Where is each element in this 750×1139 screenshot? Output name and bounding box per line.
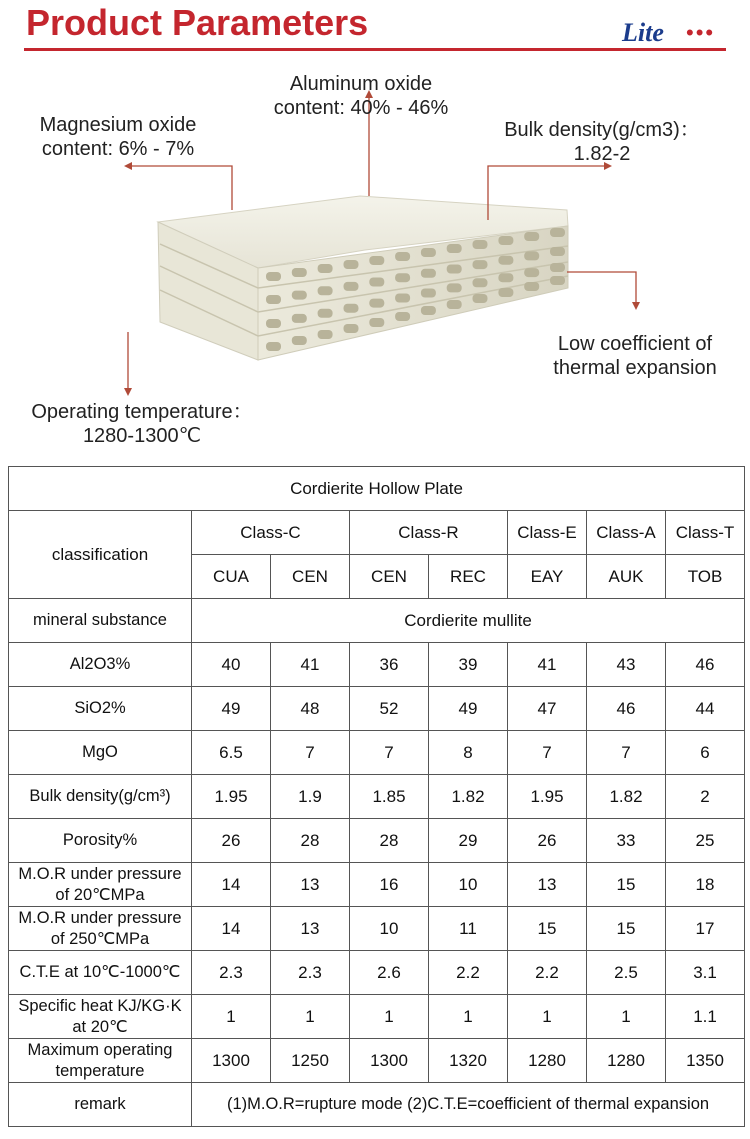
parameters-table: [8, 466, 745, 1127]
product-code: CEN: [350, 555, 429, 599]
plate-hole: [266, 295, 281, 304]
plate-hole: [369, 256, 384, 265]
row-label: [9, 819, 192, 863]
annotation-line: thermal expansion: [553, 357, 717, 379]
table-row: [9, 775, 745, 819]
value-cell: 1320: [429, 1039, 508, 1083]
row-label-line: Al2O3%: [69, 655, 131, 673]
annotation-line: Aluminum oxide: [289, 73, 433, 95]
row-label-line: of 20℃MPa: [55, 885, 145, 904]
value-cell: 13: [271, 907, 350, 951]
plate-hole: [344, 260, 359, 269]
row-label-line: Porosity%: [62, 831, 138, 849]
row-label: [9, 907, 192, 951]
plate-hole: [550, 228, 565, 237]
table-row: [9, 995, 745, 1039]
product-code: REC: [429, 555, 508, 599]
value-cell: 6.5: [192, 731, 271, 775]
value-cell: 18: [666, 863, 745, 907]
plate-hole: [266, 342, 281, 351]
value-cell: 1.1: [666, 995, 745, 1039]
value-cell: 33: [587, 819, 666, 863]
value-cell: 15: [508, 907, 587, 951]
value-cell: 41: [508, 643, 587, 687]
annotation-line: content: 6% - 7%: [41, 138, 195, 160]
annotation-bulk-density: [486, 118, 718, 166]
remark-row: [9, 1083, 745, 1127]
value-cell: 15: [587, 863, 666, 907]
plate-hole: [344, 304, 359, 313]
product-code: AUK: [587, 555, 666, 599]
row-label: [9, 687, 192, 731]
plate-hole: [292, 268, 307, 277]
plate-hole: [344, 324, 359, 333]
value-cell: 46: [587, 687, 666, 731]
row-label: [9, 643, 192, 687]
plate-hole: [524, 282, 539, 291]
value-cell: 1300: [350, 1039, 429, 1083]
remark-label: remark: [9, 1083, 192, 1127]
class-header: Class-A: [587, 511, 666, 555]
annotation-line: Low coefficient of: [557, 333, 713, 355]
value-cell: 11: [429, 907, 508, 951]
page-title: Product Parameters: [26, 2, 369, 43]
annotation-aluminum-oxide: [256, 72, 466, 120]
value-cell: 8: [429, 731, 508, 775]
value-cell: 15: [587, 907, 666, 951]
plate-hole: [473, 278, 488, 287]
class-row: [9, 511, 745, 555]
value-cell: 43: [587, 643, 666, 687]
row-label-line: M.O.R under pressure: [18, 908, 182, 927]
value-cell: 52: [350, 687, 429, 731]
mineral-row: [9, 599, 745, 643]
row-label-line: at 20℃: [72, 1017, 128, 1036]
plate-hole: [318, 264, 333, 273]
value-cell: 1.9: [271, 775, 350, 819]
row-label-line: Maximum operating: [27, 1040, 173, 1059]
plate-hole: [395, 252, 410, 261]
plate-hole: [292, 291, 307, 300]
product-illustration: [0, 60, 750, 460]
value-cell: 28: [271, 819, 350, 863]
plate-hole: [498, 236, 513, 245]
value-cell: 2.3: [271, 951, 350, 995]
value-cell: 44: [666, 687, 745, 731]
row-label-line: SiO2%: [74, 699, 126, 717]
value-cell: 49: [192, 687, 271, 731]
plate-hole: [524, 268, 539, 277]
value-cell: 1250: [271, 1039, 350, 1083]
annotation-line: Magnesium oxide: [39, 114, 197, 136]
table-row: [9, 951, 745, 995]
value-cell: 46: [666, 643, 745, 687]
class-header: Class-C: [192, 511, 350, 555]
row-label-line: of 250℃MPa: [50, 929, 150, 948]
value-cell: 1: [192, 995, 271, 1039]
plate-hole: [292, 336, 307, 345]
plate-hole: [447, 265, 462, 274]
plate-hole: [369, 278, 384, 287]
plate-hole: [344, 282, 359, 291]
mineral-value: Cordierite mullite: [192, 599, 745, 643]
logo-dots: •••: [686, 20, 716, 45]
value-cell: 1: [587, 995, 666, 1039]
plate-hole: [447, 283, 462, 292]
value-cell: 39: [429, 643, 508, 687]
plate-hole: [369, 299, 384, 308]
plate-hole: [369, 318, 384, 327]
plate-hole: [292, 314, 307, 323]
row-label: [9, 951, 192, 995]
plate-hole: [266, 272, 281, 281]
plate-hole: [447, 300, 462, 309]
table-row: [9, 863, 745, 907]
row-label: [9, 863, 192, 907]
value-cell: 2.6: [350, 951, 429, 995]
value-cell: 1.82: [587, 775, 666, 819]
brand-logo: [622, 14, 732, 46]
plate-hole: [524, 232, 539, 241]
value-cell: 7: [587, 731, 666, 775]
value-cell: 2.5: [587, 951, 666, 995]
plate-hole: [421, 269, 436, 278]
value-cell: 2: [666, 775, 745, 819]
annotation-line: content: 40% - 46%: [273, 97, 449, 119]
value-cell: 41: [271, 643, 350, 687]
value-cell: 28: [350, 819, 429, 863]
value-cell: 48: [271, 687, 350, 731]
plate-hole: [395, 273, 410, 282]
value-cell: 26: [508, 819, 587, 863]
plate-hole: [266, 319, 281, 328]
value-cell: 13: [508, 863, 587, 907]
row-label: [9, 995, 192, 1039]
value-cell: 29: [429, 819, 508, 863]
plate-hole: [447, 244, 462, 253]
value-cell: 7: [271, 731, 350, 775]
value-cell: 14: [192, 907, 271, 951]
row-label-line: Specific heat KJ/KG·K: [18, 996, 182, 1015]
header: [0, 0, 750, 60]
annotation-line: 1.82-2: [573, 143, 631, 165]
plate-hole: [473, 260, 488, 269]
product-code: CUA: [192, 555, 271, 599]
annotation-magnesium-oxide: [18, 113, 218, 161]
value-cell: 14: [192, 863, 271, 907]
row-label: [9, 731, 192, 775]
class-header: Class-R: [350, 511, 508, 555]
plate-hole: [550, 247, 565, 256]
logo-text: Lite: [622, 18, 664, 47]
plate-hole: [524, 251, 539, 260]
value-cell: 13: [271, 863, 350, 907]
annotation-operating-temperature: [12, 400, 272, 448]
value-cell: 1: [350, 995, 429, 1039]
table-row: [9, 687, 745, 731]
plate-hole: [318, 309, 333, 318]
table-title-row: [9, 467, 745, 511]
value-cell: 17: [666, 907, 745, 951]
product-code: EAY: [508, 555, 587, 599]
row-label-line: M.O.R under pressure: [18, 864, 182, 883]
table-row: [9, 819, 745, 863]
value-cell: 6: [666, 731, 745, 775]
value-cell: 1.95: [192, 775, 271, 819]
title-underline: [24, 48, 726, 51]
table-row: [9, 731, 745, 775]
row-label: [9, 775, 192, 819]
plate-hole: [550, 276, 565, 285]
plate-hole: [473, 294, 488, 303]
value-cell: 1280: [587, 1039, 666, 1083]
value-cell: 1: [429, 995, 508, 1039]
plate-hole: [498, 288, 513, 297]
annotation-line: Bulk density(g/cm3)：: [504, 119, 700, 141]
plate-hole: [498, 256, 513, 265]
product-code: CEN: [271, 555, 350, 599]
value-cell: 1280: [508, 1039, 587, 1083]
plate-hole: [421, 306, 436, 315]
value-cell: 1: [508, 995, 587, 1039]
table-row: [9, 1039, 745, 1083]
value-cell: 1300: [192, 1039, 271, 1083]
row-label: [9, 1039, 192, 1083]
value-cell: 47: [508, 687, 587, 731]
value-cell: 49: [429, 687, 508, 731]
value-cell: 36: [350, 643, 429, 687]
annotation-line: Operating temperature：: [31, 401, 253, 423]
table-title: Cordierite Hollow Plate: [9, 467, 745, 511]
plate-hole: [395, 294, 410, 303]
value-cell: 2.3: [192, 951, 271, 995]
table-row: [9, 907, 745, 951]
row-label-line: C.T.E at 10℃-1000℃: [19, 963, 181, 981]
value-cell: 10: [350, 907, 429, 951]
plate-hole: [318, 286, 333, 295]
mineral-label: mineral substance: [9, 599, 192, 643]
class-header: Class-E: [508, 511, 587, 555]
plate-hole: [473, 240, 488, 249]
value-cell: 1.95: [508, 775, 587, 819]
plate-hole: [550, 263, 565, 272]
annotation-thermal-expansion: [532, 332, 738, 380]
value-cell: 7: [350, 731, 429, 775]
product-code: TOB: [666, 555, 745, 599]
table-row: [9, 643, 745, 687]
value-cell: 25: [666, 819, 745, 863]
plate-hole: [498, 273, 513, 282]
value-cell: 3.1: [666, 951, 745, 995]
plate-hole: [421, 248, 436, 257]
plate-hole: [421, 289, 436, 298]
value-cell: 2.2: [429, 951, 508, 995]
remark-value: (1)M.O.R=rupture mode (2)C.T.E=coefficient of thermal expansion: [192, 1083, 745, 1127]
row-label-line: MgO: [82, 743, 118, 761]
value-cell: 1350: [666, 1039, 745, 1083]
value-cell: 16: [350, 863, 429, 907]
plate-hole: [395, 312, 410, 321]
value-cell: 1.82: [429, 775, 508, 819]
value-cell: 10: [429, 863, 508, 907]
class-header: Class-T: [666, 511, 745, 555]
value-cell: 40: [192, 643, 271, 687]
plate-hole: [318, 330, 333, 339]
value-cell: 7: [508, 731, 587, 775]
value-cell: 26: [192, 819, 271, 863]
value-cell: 1.85: [350, 775, 429, 819]
value-cell: 2.2: [508, 951, 587, 995]
value-cell: 1: [271, 995, 350, 1039]
classification-label: classification: [9, 511, 192, 599]
row-label-line: temperature: [55, 1061, 145, 1080]
annotation-line: 1280-1300℃: [82, 425, 202, 447]
row-label-line: Bulk density(g/cm³): [29, 787, 171, 805]
